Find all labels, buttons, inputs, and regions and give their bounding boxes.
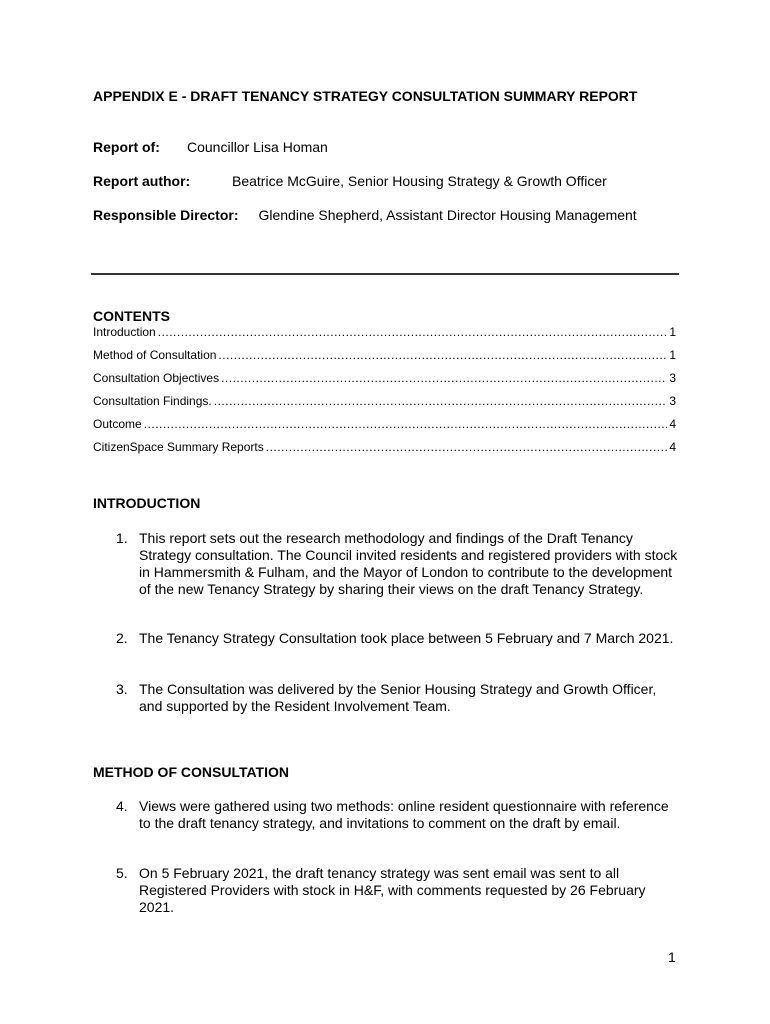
numbered-paragraph	[93, 681, 678, 715]
introduction-heading: INTRODUCTION	[93, 495, 201, 511]
toc-leader	[221, 370, 667, 386]
toc-item-page: 3	[669, 394, 676, 408]
paragraph-text: This report sets out the research methodology and findings of the Draft Tenancy Strategy consultation. The Council invited residents and registered providers with stock in Hammersmith & Fulham, and the Mayor of London to contribute to the development of the new Tenancy Strategy by sharing their views on the draft Tenancy Strategy.	[139, 530, 678, 597]
paragraph-number: 5.	[116, 865, 128, 881]
toc-item-title: Method of Consultation	[93, 348, 217, 362]
paragraph-text: The Consultation was delivered by the Senior Housing Strategy and Growth Officer, and supported by the Resident Involvement Team.	[139, 681, 657, 714]
toc-leader	[144, 416, 668, 432]
toc-item[interactable]	[93, 324, 676, 347]
paragraph-number: 3.	[116, 681, 128, 697]
toc-item-title: Consultation Findings.	[93, 394, 212, 408]
report-author-value: Beatrice McGuire, Senior Housing Strategy & Growth Officer	[232, 173, 607, 189]
numbered-paragraph	[93, 630, 678, 647]
toc-item-title: CitizenSpace Summary Reports	[93, 440, 264, 454]
responsible-director-value: Glendine Shepherd, Assistant Director Housing Management	[258, 207, 637, 223]
method-heading: METHOD OF CONSULTATION	[93, 764, 289, 780]
toc-leader	[218, 347, 667, 363]
contents-heading: CONTENTS	[93, 308, 170, 324]
toc-item[interactable]	[93, 393, 676, 416]
toc-item[interactable]	[93, 439, 676, 462]
report-author-label: Report author:	[93, 173, 191, 189]
toc-item-page: 4	[669, 440, 676, 454]
paragraph-text: Views were gathered using two methods: online resident questionnaire with reference to the draft tenancy strategy, and invitations to comment on the draft by email.	[139, 798, 669, 831]
toc-item[interactable]	[93, 347, 676, 370]
numbered-paragraph	[93, 798, 678, 832]
document-title: APPENDIX E - DRAFT TENANCY STRATEGY CONSULTATION SUMMARY REPORT	[93, 88, 638, 104]
paragraph-text: The Tenancy Strategy Consultation took place between 5 February and 7 March 2021.	[139, 630, 674, 646]
toc-item-title: Outcome	[93, 417, 142, 431]
toc-leader	[214, 393, 668, 409]
paragraph-text: On 5 February 2021, the draft tenancy strategy was sent email was sent to all Registered Providers with stock in H&F, with comments requested by 26 February 2021.	[139, 865, 646, 915]
toc-leader	[266, 439, 668, 455]
toc-item-title: Introduction	[93, 325, 156, 339]
responsible-director-row	[93, 207, 673, 224]
horizontal-divider	[91, 273, 679, 275]
paragraph-number: 1.	[116, 530, 128, 546]
numbered-paragraph	[93, 865, 678, 916]
toc-item-page: 3	[669, 371, 676, 385]
toc-item[interactable]	[93, 416, 676, 439]
numbered-paragraph	[93, 530, 678, 598]
table-of-contents	[93, 324, 676, 462]
page-number: 1	[668, 949, 676, 965]
report-of-row	[93, 139, 693, 156]
toc-leader	[158, 324, 668, 340]
paragraph-number: 4.	[116, 798, 128, 814]
report-author-row	[93, 173, 693, 190]
toc-item-page: 4	[669, 417, 676, 431]
toc-item-page: 1	[669, 325, 676, 339]
report-of-label: Report of:	[93, 139, 160, 155]
report-of-value: Councillor Lisa Homan	[187, 139, 328, 155]
toc-item-page: 1	[669, 348, 676, 362]
toc-item[interactable]	[93, 370, 676, 393]
paragraph-number: 2.	[116, 630, 128, 646]
toc-item-title: Consultation Objectives	[93, 371, 220, 385]
responsible-director-label: Responsible Director:	[93, 207, 239, 223]
